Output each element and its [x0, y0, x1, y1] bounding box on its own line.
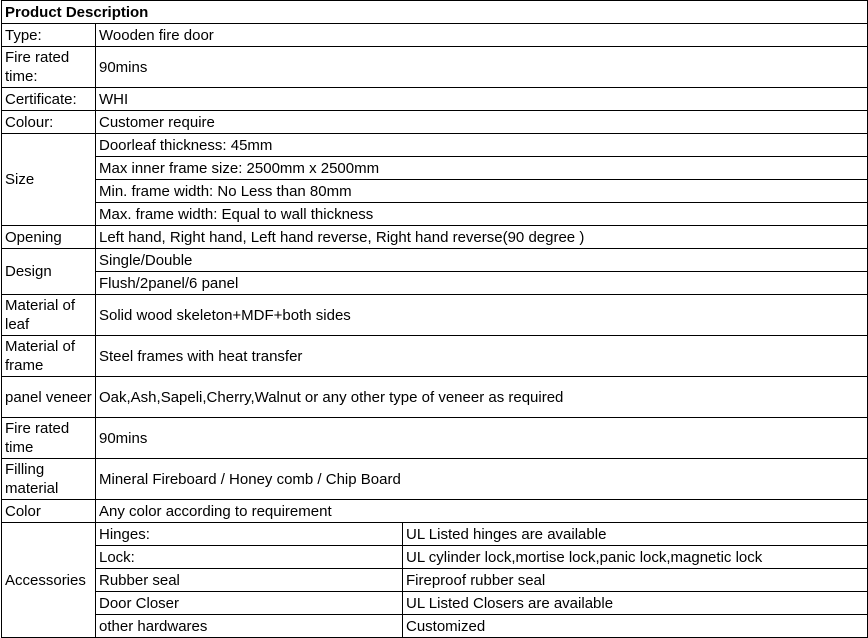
row-label: Size: [2, 134, 96, 226]
row-label: Type:: [2, 24, 96, 47]
row-label: Design: [2, 249, 96, 295]
table-row: [2, 134, 868, 157]
row-value: 90mins: [96, 47, 868, 88]
accessory-name: other hardwares: [96, 615, 403, 638]
row-value: Solid wood skeleton+MDF+both sides: [96, 295, 868, 336]
table-row: [2, 272, 868, 295]
table-row: [2, 47, 868, 88]
row-value: Wooden fire door: [96, 24, 868, 47]
accessory-desc: UL Listed hinges are available: [403, 523, 868, 546]
table-row: [2, 88, 868, 111]
row-label: Fire rated time: [2, 418, 96, 459]
row-label: Filling material: [2, 459, 96, 500]
row-label: Fire rated time:: [2, 47, 96, 88]
table-row: [2, 24, 868, 47]
table-row: [2, 523, 868, 546]
row-label: Material of leaf: [2, 295, 96, 336]
table-title: Product Description: [2, 1, 868, 24]
row-value: Min. frame width: No Less than 80mm: [96, 180, 868, 203]
accessory-name: Door Closer: [96, 592, 403, 615]
table-row: [2, 546, 868, 569]
row-value: Steel frames with heat transfer: [96, 336, 868, 377]
table-row: [2, 226, 868, 249]
table-row: [2, 569, 868, 592]
accessory-name: Rubber seal: [96, 569, 403, 592]
row-label: Opening: [2, 226, 96, 249]
table-row: [2, 459, 868, 500]
accessory-desc: UL cylinder lock,mortise lock,panic lock,magnetic lock: [403, 546, 868, 569]
row-value: Flush/2panel/6 panel: [96, 272, 868, 295]
row-value: Single/Double: [96, 249, 868, 272]
row-value: Mineral Fireboard / Honey comb / Chip Board: [96, 459, 868, 500]
row-value: 90mins: [96, 418, 868, 459]
table-row: [2, 418, 868, 459]
row-value: Doorleaf thickness: 45mm: [96, 134, 868, 157]
table-row: [2, 377, 868, 418]
table-row: [2, 180, 868, 203]
row-label: Accessories: [2, 523, 96, 638]
row-label: Material of frame: [2, 336, 96, 377]
table-row: [2, 295, 868, 336]
row-value: Max inner frame size: 2500mm x 2500mm: [96, 157, 868, 180]
table-row: [2, 111, 868, 134]
accessory-name: Hinges:: [96, 523, 403, 546]
table-row: [2, 592, 868, 615]
accessory-desc: Customized: [403, 615, 868, 638]
table-row: [2, 203, 868, 226]
row-value: WHI: [96, 88, 868, 111]
accessory-desc: Fireproof rubber seal: [403, 569, 868, 592]
table-row: [2, 336, 868, 377]
accessory-desc: UL Listed Closers are available: [403, 592, 868, 615]
row-label: Color: [2, 500, 96, 523]
table-row: [2, 615, 868, 638]
table-row: [2, 157, 868, 180]
row-label: panel veneer: [2, 377, 96, 418]
product-description-table: [1, 0, 868, 638]
table-row: [2, 500, 868, 523]
table-row: [2, 249, 868, 272]
row-value: Max. frame width: Equal to wall thickness: [96, 203, 868, 226]
row-label: Colour:: [2, 111, 96, 134]
accessory-name: Lock:: [96, 546, 403, 569]
row-label: Certificate:: [2, 88, 96, 111]
row-value: Left hand, Right hand, Left hand reverse, Right hand reverse(90 degree ): [96, 226, 868, 249]
row-value: Any color according to requirement: [96, 500, 868, 523]
row-value: Oak,Ash,Sapeli,Cherry,Walnut or any other type of veneer as required: [96, 377, 868, 418]
row-value: Customer require: [96, 111, 868, 134]
